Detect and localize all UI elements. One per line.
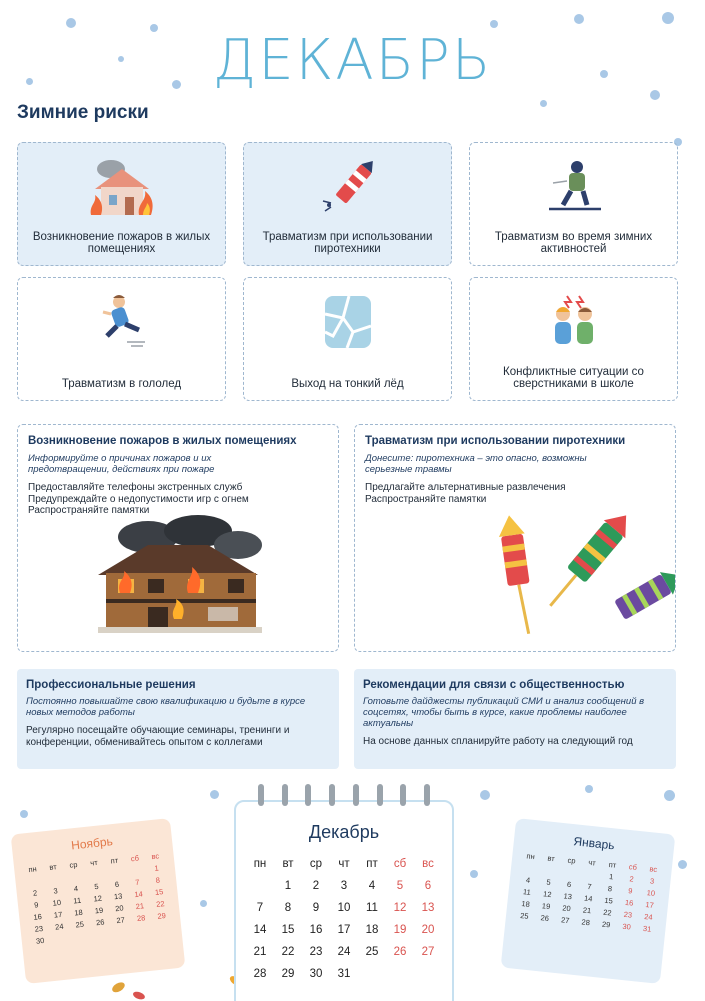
risk-label: Травматизм во время зимних активностей [494,231,653,255]
calendar-day: 12 [542,888,553,899]
risk-card-pyrotechnics [243,142,452,266]
weekday-label: пт [608,859,617,870]
calendar-day: 3 [52,885,59,896]
weekday-label: вт [282,858,294,870]
calendar-day: 4 [73,883,79,893]
calendar-day: 12 [93,893,103,903]
calendar-day: 28 [136,912,146,923]
calendar-day: 31 [642,923,652,934]
snow-dot [20,810,28,818]
calendar-day: 22 [155,898,165,909]
calendar-day: 8 [607,883,613,893]
firework-rocket-icon [313,157,383,217]
calendar-day: 1 [608,871,614,881]
calendar-title: Январь [572,834,616,853]
calendar-day: 7 [256,902,264,914]
calendar-day: 26 [393,946,407,958]
calendar-day: 11 [72,895,82,906]
calendar-ring [353,784,359,806]
calendar-ring [400,784,406,806]
calendar-day: 13 [563,890,573,901]
calendar-day: 5 [396,880,404,892]
calendar-day [386,963,414,985]
calendar-day: 17 [53,909,63,920]
calendar-day: 5 [546,877,552,887]
calendar-week [246,919,442,941]
risk-label: Конфликтные ситуации со сверстниками в школе [503,366,644,390]
calendar-day: 18 [521,898,531,909]
calendar-day: 7 [134,877,140,887]
weekday-label: сб [628,861,638,872]
calendar-ring [258,784,264,806]
calendar-grid [246,853,442,985]
calendar-day: 6 [424,880,432,892]
risk-label: Выход на тонкий лёд [291,378,404,390]
snow-dot [480,790,490,800]
calendar-day: 16 [624,897,634,908]
calendar-day: 28 [253,968,267,980]
weekday-label: ср [567,855,576,865]
snow-dot [664,790,675,801]
calendar-january [501,818,676,984]
calendar-day: 10 [52,897,62,908]
risk-label: Травматизм в гололед [61,378,182,390]
pr-recommendations-card [354,669,676,769]
calendar-day: 6 [566,879,572,889]
calendar-day: 11 [366,902,378,914]
arguing-kids-icon [539,292,609,352]
calendar-day [152,920,174,934]
calendar-day: 24 [643,911,654,922]
snow-dot [574,14,584,24]
weekday-label: вт [547,853,556,863]
calendar-day [70,929,92,943]
calendar-december [234,800,454,1001]
pr-card-title: Рекомендации для связи с общественностью [363,679,625,691]
weekday-label: пт [110,855,119,865]
calendar-day: 22 [602,907,613,918]
calendar-day: 9 [312,902,320,914]
calendar-day: 20 [421,924,435,936]
calendar-day: 1 [284,880,292,892]
snow-dot [210,790,219,799]
calendar-week [246,897,442,919]
pr-card-emphasis: Готовьте дайджесты публикаций СМИ и анализ сообщений в соцсетях, чтобы быть в курсе, какие проблемы наиболее актуальны [363,696,645,729]
calendar-grid [22,849,174,948]
calendar-day: 14 [133,888,144,899]
section-title: Зимние риски [17,102,149,123]
cracked-ice-icon [313,292,383,352]
pro-card-emphasis: Постоянно повышайте свою квалификацию и будьте в курсе новых методов работы [26,696,306,718]
pr-card-line: На основе данных спланируйте работу на следующий год [363,736,633,747]
calendar-day: 26 [95,916,105,927]
calendar-day: 31 [337,968,351,980]
calendar-day: 13 [421,902,435,914]
calendar-day: 21 [253,946,267,958]
calendar-day: 29 [156,910,167,921]
burning-house-illustration [88,515,268,635]
calendar-day: 24 [54,921,64,932]
pro-card-line: Регулярно посещайте обучающие семинары, тренинги и конференции, обменивайтесь опытом с коллегами [26,725,290,748]
calendar-day: 8 [155,874,161,885]
calendar-week [246,875,442,897]
calendar-ring [305,784,311,806]
fireworks-illustration [495,505,675,645]
calendar-rings [258,784,430,808]
weekday-label: чт [587,857,597,868]
calendar-ring [424,784,430,806]
snow-dot [66,18,76,28]
calendar-week [246,941,442,963]
weekday-label: чт [89,857,99,868]
calendar-day: 8 [284,902,292,914]
fire-card-line: Предоставляйте телефоны экстренных служб [28,482,243,493]
risk-card-thin-ice [243,277,452,401]
risk-card-ice-injury [17,277,226,401]
risk-label: Травматизм при использовании пиротехники [262,231,433,255]
weekday-label: сб [130,853,140,863]
calendar-day: 18 [365,924,379,936]
weekday-label: пн [27,863,38,874]
calendar-day: 11 [522,886,532,897]
professional-solutions-card [17,669,339,769]
calendar-day: 23 [34,923,44,934]
calendar-day [414,963,442,985]
calendar-ring [282,784,288,806]
pyro-info-card [354,424,676,652]
weekday-label: ср [69,859,78,870]
calendar-day: 23 [309,946,323,958]
calendar-ring [329,784,335,806]
calendar-ring [377,784,383,806]
calendar-day: 2 [32,887,38,898]
calendar-day [358,963,386,985]
snow-dot [490,20,498,28]
weekday-label: вт [48,861,58,872]
calendar-day: 4 [368,880,376,892]
calendar-day: 19 [94,905,104,915]
snow-dot [662,12,674,24]
calendar-day: 13 [113,890,123,901]
weekday-label: сб [393,858,407,870]
calendar-day: 27 [421,946,435,958]
calendar-day: 24 [337,946,351,958]
calendar-day: 30 [622,921,632,932]
fire-card-line: Распространяйте памятки [28,505,150,516]
calendar-day: 21 [582,905,592,915]
fire-info-card [17,424,339,652]
snow-dot [585,785,593,793]
calendar-grid [514,849,665,936]
calendar-day: 20 [114,902,124,913]
calendar-day: 19 [541,900,551,911]
pyro-card-title: Травматизм при использовании пиротехники [365,435,626,447]
calendar-title: Ноябрь [70,834,114,853]
calendar-day [111,925,133,939]
calendar-day: 29 [601,919,611,929]
risk-card-fire [17,142,226,266]
calendar-day: 2 [629,873,635,884]
house-fire-icon [87,157,157,217]
pyro-card-line: Предлагайте альтернативные развлечения [365,482,566,493]
calendar-day: 16 [32,911,43,922]
calendar-day: 30 [35,935,45,946]
calendar-day: 25 [365,946,379,958]
calendar-day: 14 [253,924,267,936]
calendar-day: 3 [340,880,348,892]
weekday-label: вс [649,863,658,874]
calendar-day: 23 [623,909,633,920]
weekday-label: пн [526,850,536,861]
calendar-day: 27 [560,914,570,925]
calendar-day: 21 [135,900,145,911]
calendar-day: 28 [581,916,591,927]
calendar-week [246,963,442,985]
calendar-day: 15 [154,886,164,897]
calendar-day: 5 [93,881,99,891]
slipping-person-icon [87,292,157,352]
calendar-day: 10 [646,887,656,898]
weekday-label: пт [366,858,378,870]
calendar-day [50,931,72,945]
calendar-day: 25 [75,919,85,929]
snow-dot [678,860,687,869]
calendar-day: 22 [281,946,295,958]
fire-card-title: Возникновение пожаров в жилых помещениях [28,435,297,447]
skier-icon [539,157,609,217]
calendar-day: 20 [561,902,572,913]
calendar-day: 17 [337,924,351,936]
calendar-day: 15 [281,924,295,936]
calendar-day: 30 [309,968,323,980]
calendar-day [246,875,274,897]
risk-card-school-conflicts [469,277,678,401]
calendar-day [91,927,113,941]
calendar-title: Декабрь [308,822,380,842]
risk-label: Возникновение пожаров в жилых помещениях [32,231,211,255]
calendar-day: 26 [540,912,550,923]
calendar-day: 4 [525,874,531,885]
weekday-label: чт [338,858,350,870]
calendar-day: 14 [583,893,593,903]
calendar-day: 17 [645,899,655,910]
weekday-label: пн [253,858,267,870]
calendar-day: 12 [393,902,407,914]
calendar-day: 2 [312,880,320,892]
calendar-november [11,818,186,984]
pro-card-title: Профессиональные решения [26,679,196,691]
calendar-day: 19 [393,924,407,936]
snow-dot [540,100,547,107]
calendar-day: 18 [73,907,84,918]
calendar-day: 9 [33,899,39,910]
calendar-day: 16 [309,924,323,936]
calendar-day [131,922,153,936]
snow-dot [470,870,478,878]
calendar-day: 10 [337,902,351,914]
calendar-day: 29 [281,968,295,980]
calendar-day: 6 [114,879,120,889]
calendar-day: 7 [586,881,593,891]
month-title: ДЕКАБРЬ [212,28,493,93]
calendar-day: 1 [153,863,160,873]
weekday-label: вс [150,850,160,861]
calendar-day: 9 [627,885,633,896]
weekday-label: вс [422,858,434,870]
calendar-day: 15 [604,895,614,906]
risk-card-winter-activities [469,142,678,266]
calendar-day: 27 [115,914,126,925]
calendar-day: 3 [649,875,655,886]
weekday-label: ср [309,858,323,870]
pyro-card-line: Распространяйте памятки [365,493,487,505]
pyro-card-emphasis: Донесите: пиротехника – это опасно, возможны серьезные травмы [365,453,587,475]
fire-card-line: Предупреждайте о недопустимости игр с огнем [28,493,249,505]
calendar-day: 25 [519,910,530,921]
snow-dot [200,900,207,907]
fire-card-emphasis: Информируйте о причинах пожаров и их предотвращении, действиях при пожаре [28,453,215,475]
